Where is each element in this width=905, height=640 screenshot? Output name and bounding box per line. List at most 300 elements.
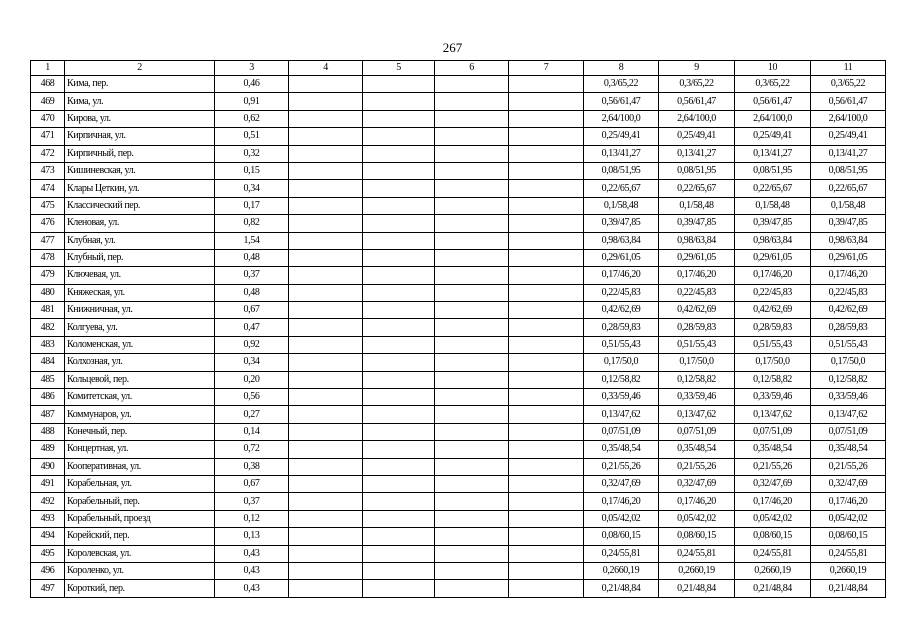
row-number-cell: 487 [31,406,65,423]
length-cell: 0,43 [215,545,289,562]
table-row [31,371,886,388]
empty-cell-5 [363,128,435,145]
value-cell-11: 2,64/100,0 [811,110,886,127]
row-number-cell: 488 [31,423,65,440]
empty-cell-4 [289,110,363,127]
empty-cell-7 [509,284,584,301]
value-cell-11: 0,08/60,15 [811,528,886,545]
value-cell-8: 0,3/65,22 [584,76,659,93]
value-cell-8: 0,25/49,41 [584,128,659,145]
empty-cell-5 [363,423,435,440]
empty-cell-5 [363,389,435,406]
length-cell: 0,37 [215,493,289,510]
street-name-cell: Клубная, ул. [65,232,215,249]
empty-cell-4 [289,319,363,336]
empty-cell-4 [289,406,363,423]
value-cell-9: 0,12/58,82 [659,371,735,388]
value-cell-9: 0,24/55,81 [659,545,735,562]
empty-cell-5 [363,458,435,475]
length-cell: 0,51 [215,128,289,145]
value-cell-11: 0,25/49,41 [811,128,886,145]
value-cell-8: 0,22/45,83 [584,284,659,301]
value-cell-9: 0,21/55,26 [659,458,735,475]
table-row [31,458,886,475]
empty-cell-6 [435,493,509,510]
row-number-cell: 478 [31,249,65,266]
table-row [31,128,886,145]
value-cell-9: 0,17/46,20 [659,267,735,284]
length-cell: 0,27 [215,406,289,423]
street-name-cell: Клары Цеткин, ул. [65,180,215,197]
street-name-cell: Кирпичный, пер. [65,145,215,162]
length-cell: 0,47 [215,319,289,336]
value-cell-8: 0,51/55,43 [584,336,659,353]
value-cell-8: 0,33/59,46 [584,389,659,406]
value-cell-11: 0,28/59,83 [811,319,886,336]
value-cell-8: 0,05/42,02 [584,510,659,527]
value-cell-9: 0,08/60,15 [659,528,735,545]
value-cell-11: 0,33/59,46 [811,389,886,406]
value-cell-10: 0,35/48,54 [735,441,811,458]
row-number-cell: 497 [31,580,65,597]
length-cell: 0,46 [215,76,289,93]
row-number-cell: 476 [31,215,65,232]
value-cell-11: 0,51/55,43 [811,336,886,353]
empty-cell-7 [509,458,584,475]
empty-cell-7 [509,76,584,93]
empty-cell-6 [435,354,509,371]
empty-cell-5 [363,110,435,127]
table-row [31,319,886,336]
value-cell-11: 0,22/45,83 [811,284,886,301]
empty-cell-7 [509,406,584,423]
empty-cell-4 [289,284,363,301]
value-cell-11: 0,12/58,82 [811,371,886,388]
value-cell-9: 0,07/51,09 [659,423,735,440]
row-number-cell: 470 [31,110,65,127]
empty-cell-4 [289,267,363,284]
data-table [30,60,886,598]
table-row [31,284,886,301]
street-name-cell: Кишиневская, ул. [65,162,215,179]
value-cell-8: 0,1/58,48 [584,197,659,214]
value-cell-8: 0,13/41,27 [584,145,659,162]
empty-cell-4 [289,545,363,562]
empty-cell-5 [363,528,435,545]
value-cell-9: 0,13/47,62 [659,406,735,423]
value-cell-11: 0,24/55,81 [811,545,886,562]
empty-cell-4 [289,354,363,371]
row-number-cell: 493 [31,510,65,527]
empty-cell-5 [363,562,435,579]
empty-cell-7 [509,302,584,319]
value-cell-10: 0,32/47,69 [735,475,811,492]
value-cell-11: 0,3/65,22 [811,76,886,93]
value-cell-9: 0,33/59,46 [659,389,735,406]
length-cell: 0,91 [215,93,289,110]
value-cell-11: 0,29/61,05 [811,249,886,266]
value-cell-8: 0,39/47,85 [584,215,659,232]
street-name-cell: Кирпичная, ул. [65,128,215,145]
street-name-cell: Кирова, ул. [65,110,215,127]
row-number-cell: 496 [31,562,65,579]
empty-cell-6 [435,197,509,214]
empty-cell-6 [435,249,509,266]
value-cell-9: 0,17/50,0 [659,354,735,371]
empty-cell-7 [509,319,584,336]
empty-cell-7 [509,145,584,162]
empty-cell-6 [435,371,509,388]
value-cell-9: 0,56/61,47 [659,93,735,110]
table-row [31,249,886,266]
street-name-cell: Корабельный, пер. [65,493,215,510]
empty-cell-6 [435,580,509,597]
value-cell-11: 0,17/46,20 [811,493,886,510]
column-header-5: 5 [363,61,435,76]
length-cell: 0,48 [215,249,289,266]
value-cell-10: 0,13/41,27 [735,145,811,162]
empty-cell-5 [363,284,435,301]
column-header-7: 7 [509,61,584,76]
empty-cell-4 [289,302,363,319]
street-name-cell: Клубный, пер. [65,249,215,266]
street-name-cell: Книжничная, ул. [65,302,215,319]
value-cell-8: 0,13/47,62 [584,406,659,423]
header-row [31,61,886,76]
table-row [31,493,886,510]
value-cell-8: 0,21/48,84 [584,580,659,597]
street-name-cell: Корабельная, ул. [65,475,215,492]
table-row [31,423,886,440]
length-cell: 0,34 [215,180,289,197]
table-row [31,93,886,110]
empty-cell-4 [289,76,363,93]
table-row [31,441,886,458]
length-cell: 0,13 [215,528,289,545]
empty-cell-5 [363,336,435,353]
street-name-cell: Корабельный, проезд [65,510,215,527]
row-number-cell: 482 [31,319,65,336]
value-cell-11: 0,35/48,54 [811,441,886,458]
empty-cell-4 [289,562,363,579]
value-cell-10: 0,2660,19 [735,562,811,579]
empty-cell-6 [435,162,509,179]
empty-cell-5 [363,493,435,510]
length-cell: 0,43 [215,580,289,597]
column-header-11: 11 [811,61,886,76]
table-row [31,215,886,232]
empty-cell-7 [509,528,584,545]
value-cell-10: 0,98/63,84 [735,232,811,249]
value-cell-9: 0,08/51,95 [659,162,735,179]
empty-cell-7 [509,249,584,266]
empty-cell-4 [289,145,363,162]
value-cell-10: 0,22/45,83 [735,284,811,301]
value-cell-10: 0,22/65,67 [735,180,811,197]
empty-cell-7 [509,162,584,179]
empty-cell-4 [289,232,363,249]
value-cell-9: 0,29/61,05 [659,249,735,266]
table-row [31,302,886,319]
street-name-cell: Кольцевой, пер. [65,371,215,388]
street-name-cell: Кооперативная, ул. [65,458,215,475]
value-cell-10: 0,07/51,09 [735,423,811,440]
table-row [31,232,886,249]
empty-cell-7 [509,562,584,579]
empty-cell-5 [363,510,435,527]
length-cell: 0,38 [215,458,289,475]
value-cell-8: 0,32/47,69 [584,475,659,492]
empty-cell-6 [435,302,509,319]
empty-cell-4 [289,336,363,353]
value-cell-9: 0,32/47,69 [659,475,735,492]
length-cell: 0,82 [215,215,289,232]
empty-cell-6 [435,336,509,353]
value-cell-10: 0,21/55,26 [735,458,811,475]
value-cell-8: 0,07/51,09 [584,423,659,440]
value-cell-10: 0,13/47,62 [735,406,811,423]
length-cell: 0,62 [215,110,289,127]
value-cell-10: 0,17/50,0 [735,354,811,371]
street-name-cell: Ключевая, ул. [65,267,215,284]
row-number-cell: 474 [31,180,65,197]
street-name-cell: Комитетская, ул. [65,389,215,406]
row-number-cell: 469 [31,93,65,110]
table-row [31,197,886,214]
empty-cell-5 [363,580,435,597]
row-number-cell: 494 [31,528,65,545]
value-cell-9: 0,21/48,84 [659,580,735,597]
value-cell-10: 0,08/60,15 [735,528,811,545]
value-cell-10: 0,29/61,05 [735,249,811,266]
empty-cell-5 [363,197,435,214]
value-cell-9: 0,42/62,69 [659,302,735,319]
value-cell-11: 0,13/41,27 [811,145,886,162]
empty-cell-7 [509,232,584,249]
table-row [31,389,886,406]
empty-cell-7 [509,510,584,527]
value-cell-8: 0,21/55,26 [584,458,659,475]
value-cell-10: 0,56/61,47 [735,93,811,110]
value-cell-10: 0,1/58,48 [735,197,811,214]
empty-cell-7 [509,336,584,353]
empty-cell-7 [509,93,584,110]
table-row [31,562,886,579]
row-number-cell: 484 [31,354,65,371]
table-row [31,110,886,127]
table-row [31,162,886,179]
street-name-cell: Корейский, пер. [65,528,215,545]
empty-cell-4 [289,580,363,597]
empty-cell-6 [435,406,509,423]
empty-cell-6 [435,128,509,145]
value-cell-8: 0,42/62,69 [584,302,659,319]
empty-cell-5 [363,93,435,110]
empty-cell-4 [289,510,363,527]
empty-cell-4 [289,180,363,197]
street-name-cell: Коммунаров, ул. [65,406,215,423]
value-cell-9: 0,35/48,54 [659,441,735,458]
value-cell-8: 0,22/65,67 [584,180,659,197]
row-number-cell: 477 [31,232,65,249]
column-header-8: 8 [584,61,659,76]
value-cell-9: 0,1/58,48 [659,197,735,214]
empty-cell-5 [363,406,435,423]
length-cell: 0,34 [215,354,289,371]
street-name-cell: Кленовая, ул. [65,215,215,232]
value-cell-8: 0,35/48,54 [584,441,659,458]
row-number-cell: 472 [31,145,65,162]
street-name-cell: Княжеская, ул. [65,284,215,301]
empty-cell-6 [435,389,509,406]
empty-cell-6 [435,423,509,440]
length-cell: 0,15 [215,162,289,179]
empty-cell-4 [289,423,363,440]
empty-cell-6 [435,76,509,93]
row-number-cell: 495 [31,545,65,562]
empty-cell-5 [363,145,435,162]
value-cell-8: 0,17/50,0 [584,354,659,371]
value-cell-9: 0,51/55,43 [659,336,735,353]
empty-cell-6 [435,180,509,197]
column-header-1: 1 [31,61,65,76]
street-name-cell: Королевская, ул. [65,545,215,562]
empty-cell-7 [509,354,584,371]
length-cell: 0,56 [215,389,289,406]
length-cell: 0,72 [215,441,289,458]
length-cell: 0,32 [215,145,289,162]
value-cell-9: 0,39/47,85 [659,215,735,232]
empty-cell-4 [289,441,363,458]
empty-cell-6 [435,110,509,127]
empty-cell-4 [289,389,363,406]
row-number-cell: 471 [31,128,65,145]
street-name-cell: Кима, пер. [65,76,215,93]
empty-cell-7 [509,580,584,597]
empty-cell-4 [289,249,363,266]
table-row [31,354,886,371]
value-cell-9: 0,13/41,27 [659,145,735,162]
page-number: 267 [442,40,463,55]
value-cell-9: 0,2660,19 [659,562,735,579]
empty-cell-7 [509,128,584,145]
empty-cell-7 [509,493,584,510]
value-cell-9: 0,22/45,83 [659,284,735,301]
empty-cell-6 [435,545,509,562]
table-row [31,545,886,562]
empty-cell-4 [289,197,363,214]
empty-cell-7 [509,441,584,458]
value-cell-9: 0,28/59,83 [659,319,735,336]
value-cell-10: 0,51/55,43 [735,336,811,353]
empty-cell-6 [435,267,509,284]
value-cell-8: 0,17/46,20 [584,493,659,510]
length-cell: 0,14 [215,423,289,440]
empty-cell-7 [509,215,584,232]
empty-cell-5 [363,180,435,197]
value-cell-10: 0,25/49,41 [735,128,811,145]
length-cell: 0,48 [215,284,289,301]
row-number-cell: 489 [31,441,65,458]
empty-cell-5 [363,76,435,93]
empty-cell-6 [435,284,509,301]
table-body [31,76,886,598]
value-cell-10: 0,05/42,02 [735,510,811,527]
empty-cell-4 [289,371,363,388]
row-number-cell: 483 [31,336,65,353]
value-cell-8: 0,28/59,83 [584,319,659,336]
value-cell-9: 0,25/49,41 [659,128,735,145]
value-cell-9: 2,64/100,0 [659,110,735,127]
value-cell-11: 0,1/58,48 [811,197,886,214]
empty-cell-4 [289,528,363,545]
empty-cell-7 [509,180,584,197]
empty-cell-7 [509,197,584,214]
empty-cell-4 [289,475,363,492]
row-number-cell: 492 [31,493,65,510]
street-name-cell: Кима, ул. [65,93,215,110]
column-header-2: 2 [65,61,215,76]
empty-cell-6 [435,458,509,475]
table-row [31,475,886,492]
empty-cell-4 [289,162,363,179]
street-name-cell: Колгуева, ул. [65,319,215,336]
row-number-cell: 475 [31,197,65,214]
empty-cell-7 [509,110,584,127]
empty-cell-5 [363,545,435,562]
value-cell-11: 0,39/47,85 [811,215,886,232]
table-row [31,510,886,527]
row-number-cell: 479 [31,267,65,284]
value-cell-11: 0,07/51,09 [811,423,886,440]
table-row [31,528,886,545]
length-cell: 0,67 [215,475,289,492]
table-row [31,267,886,284]
street-name-cell: Коломенская, ул. [65,336,215,353]
empty-cell-4 [289,93,363,110]
value-cell-9: 0,17/46,20 [659,493,735,510]
column-header-9: 9 [659,61,735,76]
value-cell-8: 0,12/58,82 [584,371,659,388]
row-number-cell: 490 [31,458,65,475]
value-cell-10: 0,21/48,84 [735,580,811,597]
value-cell-10: 0,08/51,95 [735,162,811,179]
street-name-cell: Короленко, ул. [65,562,215,579]
length-cell: 1,54 [215,232,289,249]
value-cell-10: 0,39/47,85 [735,215,811,232]
empty-cell-6 [435,232,509,249]
empty-cell-4 [289,128,363,145]
length-cell: 0,37 [215,267,289,284]
value-cell-8: 0,2660,19 [584,562,659,579]
empty-cell-7 [509,267,584,284]
empty-cell-6 [435,145,509,162]
empty-cell-5 [363,215,435,232]
row-number-cell: 486 [31,389,65,406]
street-name-cell: Конечный, пер. [65,423,215,440]
row-number-cell: 473 [31,162,65,179]
street-name-cell: Классический пер. [65,197,215,214]
empty-cell-6 [435,510,509,527]
street-name-cell: Концертная, ул. [65,441,215,458]
length-cell: 0,20 [215,371,289,388]
empty-cell-7 [509,371,584,388]
value-cell-11: 0,08/51,95 [811,162,886,179]
table-row [31,180,886,197]
empty-cell-6 [435,215,509,232]
empty-cell-4 [289,493,363,510]
empty-cell-5 [363,232,435,249]
